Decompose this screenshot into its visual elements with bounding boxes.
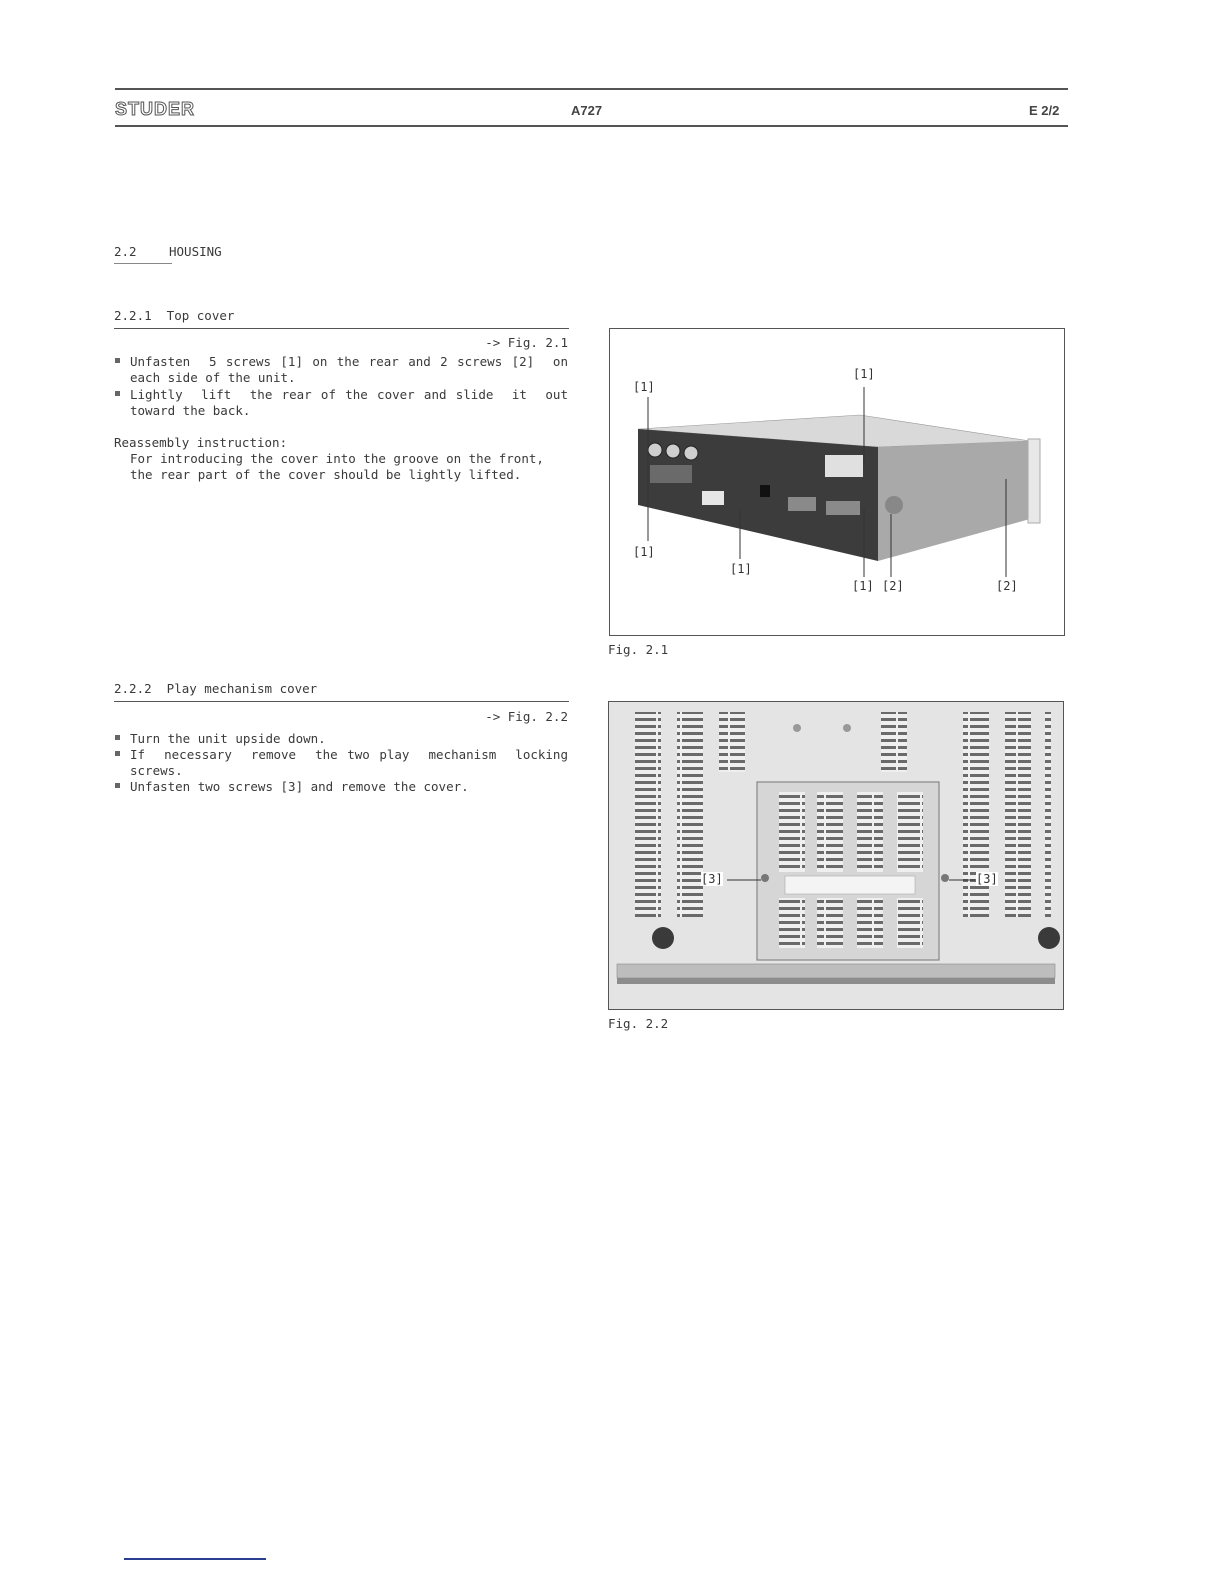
reassembly-title: Reassembly instruction: [114,435,288,450]
reassembly-line2: the rear part of the cover should be lightly lifted. [130,467,522,482]
top-cover-figure-ref: -> Fig. 2.1 [485,335,568,350]
screw-1-label: [1] [633,545,655,559]
play-cover-rule [114,701,569,702]
header-page-number: E 2/2 [1029,103,1060,118]
screw-1-label: [1] [853,367,875,381]
play-cover-heading: 2.2.2 Play mechanism cover [114,681,318,696]
underside-illustration [609,702,1063,1009]
screw-2-label: [2] [882,579,904,593]
figure-2-2-caption: Fig. 2.2 [608,1016,669,1031]
play-cover-figure-ref: -> Fig. 2.2 [485,709,568,724]
bullet-marker [115,735,120,740]
play-cover-step2-line2: screws. [130,763,183,778]
play-cover-step3: Unfasten two screws [3] and remove the cover. [130,779,469,794]
studer-logo: STUDER [115,99,196,119]
screw-3-label: [3] [701,872,723,886]
header-top-rule [115,88,1068,90]
header-bottom-rule [115,125,1068,127]
play-cover-step2-line1: If necessary remove the two play mechanism locking [130,747,568,762]
top-cover-step1-line1: Unfasten 5 screws [1] on the rear and 2 screws [2] on [130,354,568,369]
reassembly-line1: For introducing the cover into the groove on the front, [130,451,544,466]
screw-1-label: [1] [730,562,752,576]
play-cover-step1: Turn the unit upside down. [130,731,326,746]
header-model: A727 [571,103,603,118]
bullet-marker [115,783,120,788]
figure-2-1-caption: Fig. 2.1 [608,642,669,657]
screw-2-label: [2] [996,579,1018,593]
top-cover-step2-line2: toward the back. [130,403,251,418]
section-number: 2.2 [114,244,137,259]
figure-2-2-photo [608,701,1064,1010]
bullet-marker [115,391,120,396]
figure-2-1-photo [609,328,1065,636]
top-cover-rule [114,328,569,329]
screw-1-label: [1] [852,579,874,593]
footer-rule [124,1558,266,1560]
top-cover-step2-line1: Lightly lift the rear of the cover and slide it out [130,387,568,402]
top-cover-step1-line2: each side of the unit. [130,370,296,385]
top-cover-heading: 2.2.1 Top cover [114,308,235,323]
bullet-marker [115,358,120,363]
section-title: HOUSING [169,244,222,259]
section-underline [114,263,172,264]
screw-3-label: [3] [976,872,998,886]
bullet-marker [115,751,120,756]
screw-1-label: [1] [633,380,655,394]
